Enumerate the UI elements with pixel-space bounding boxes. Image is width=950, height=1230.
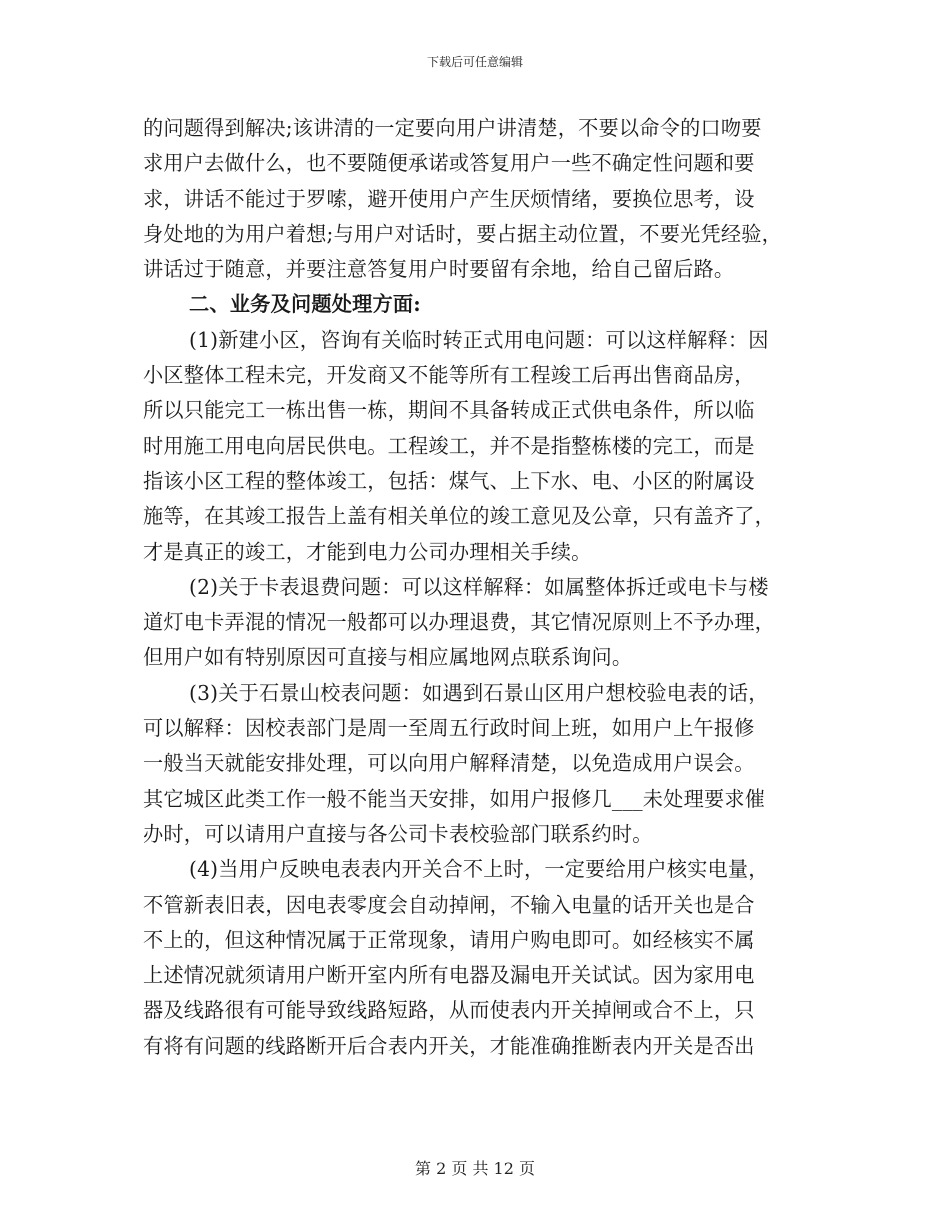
section-heading: 二、业务及问题处理方面: (189, 292, 421, 317)
text-line: 办时，可以请用户直接与各公司卡表校验部门联系约时。 (143, 821, 653, 846)
text-line: (2)关于卡表退费问题：可以这样解释：如属整体拆迁或电卡与楼 (189, 574, 769, 599)
text-line: 但用户如有特别原因可直接与相应属地网点联系询问。 (143, 645, 633, 670)
text-line: 指该小区工程的整体竣工，包括：煤气、上下水、电、小区的附属设 (143, 468, 755, 493)
page-header: 下载后可任意编辑 (426, 55, 523, 69)
text-line: (1)新建小区，咨询有关临时转正式用电问题：可以这样解释：因 (189, 327, 769, 352)
text-line: 时用施工用电向居民供电。工程竣工，并不是指整栋楼的完工，而是 (143, 433, 755, 458)
text-line: 一般当天就能安排处理，可以向用户解释清楚，以免造成用户误会。 (143, 751, 755, 776)
page-footer: 第 2 页 共 12 页 (415, 1159, 535, 1178)
text-line: (3)关于石景山校表问题：如遇到石景山区用户想校验电表的话， (189, 680, 769, 705)
text-line: 上述情况就须请用户断开室内所有电器及漏电开关试试。因为家用电 (143, 963, 755, 988)
text-line: 求用户去做什么，也不要随便承诺或答复用户一些不确定性问题和要 (143, 151, 755, 176)
text-line: (4)当用户反映电表表内开关合不上时，一定要给用户核实电量， (189, 857, 769, 882)
text-line: 其它城区此类工作一般不能当天安排，如用户报修几___未处理要求催 (143, 786, 766, 811)
text-line: 所以只能完工一栋出售一栋，期间不具备转成正式供电条件，所以临 (143, 398, 755, 423)
text-line: 小区整体工程未完，开发商又不能等所有工程竣工后再出售商品房， (143, 363, 755, 388)
text-line: 道灯电卡弄混的情况一般都可以办理退费，其它情况原则上不予办理， (143, 610, 776, 635)
text-line: 才是真正的竣工，才能到电力公司办理相关手续。 (143, 539, 592, 564)
text-line: 不管新表旧表，因电表零度会自动掉闸，不输入电量的话开关也是合 (143, 892, 755, 917)
document-body (143, 111, 815, 1064)
text-line: 器及线路很有可能导致线路短路，从而使表内开关掉闸或合不上，只 (143, 998, 755, 1023)
text-line: 可以解释：因校表部门是周一至周五行政时间上班，如用户上午报修 (143, 716, 755, 741)
text-line: 有将有问题的线路断开后合表内开关，才能准确推断表内开关是否出 (143, 1033, 755, 1058)
text-line: 身处地的为用户着想;与用户对话时，要占据主动位置，不要光凭经验， (143, 221, 783, 246)
text-line: 施等，在其竣工报告上盖有相关单位的竣工意见及公章，只有盖齐了， (143, 504, 776, 529)
text-line: 不上的，但这种情况属于正常现象，请用户购电即可。如经核实不属 (143, 927, 755, 952)
text-line: 的问题得到解决;该讲清的一定要向用户讲清楚，不要以命令的口吻要 (143, 116, 762, 140)
text-line: 求，讲话不能过于罗嗦，避开使用户产生厌烦情绪，要换位思考，设 (143, 186, 755, 211)
text-line: 讲话过于随意，并要注意答复用户时要留有余地，给自己留后路。 (143, 257, 735, 282)
